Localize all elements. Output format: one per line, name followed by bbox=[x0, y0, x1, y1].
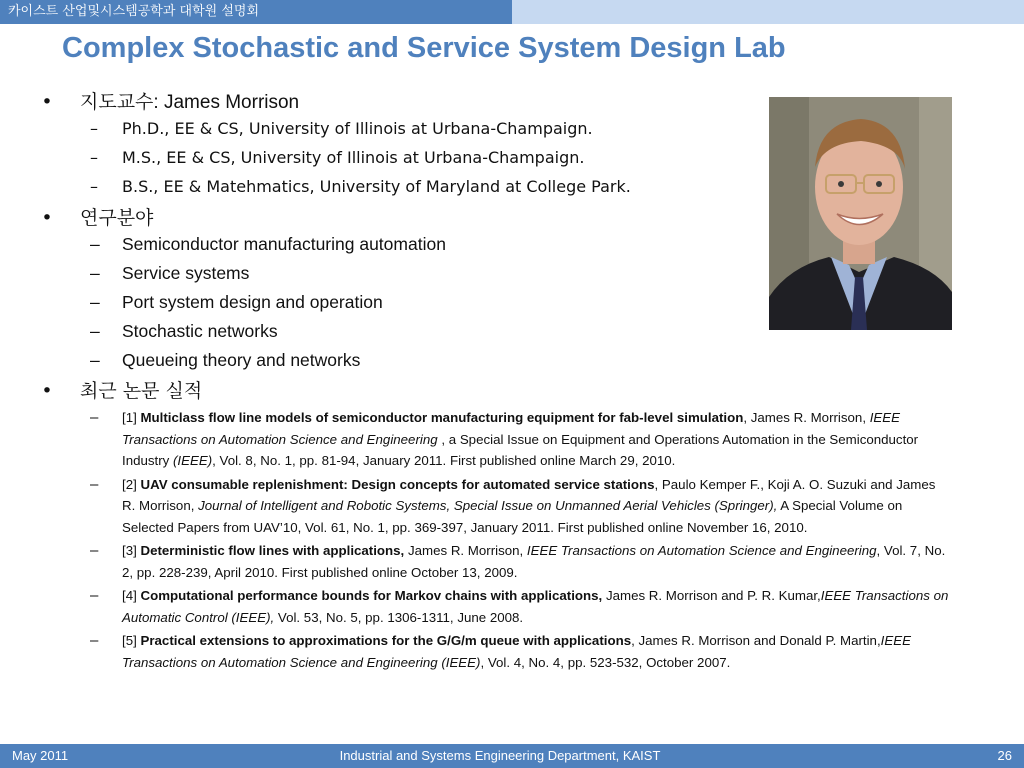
dash: – bbox=[90, 263, 100, 283]
dash: – bbox=[90, 587, 99, 604]
dash: – bbox=[90, 292, 100, 312]
degree-text: B.S., EE & Matehmatics, University of Maryland at College Park. bbox=[122, 177, 631, 196]
dash: – bbox=[90, 409, 99, 426]
pub-details: A Special Volume on Selected Papers from UAV’10, Vol. 61, No. 1, pp. 369-397, January 2011. First published online November 16, 2010. bbox=[122, 498, 903, 535]
header-bar bbox=[0, 0, 1024, 24]
pub-venue2: (IEEE) bbox=[173, 453, 213, 468]
footer-bar bbox=[0, 744, 1024, 768]
research-item bbox=[40, 234, 960, 254]
pub-num: [3] bbox=[122, 543, 141, 558]
advisor-name: : James Morrison bbox=[153, 92, 300, 113]
research-text: Queueing theory and networks bbox=[122, 350, 361, 370]
bullet-dot: • bbox=[41, 91, 53, 113]
publications-label: 최근 논문 실적 bbox=[80, 380, 203, 402]
research-text: Stochastic networks bbox=[122, 321, 278, 341]
header-accent bbox=[512, 0, 1024, 24]
pub-num: [5] bbox=[122, 633, 141, 648]
research-text: Service systems bbox=[122, 263, 250, 283]
pub-details2: , Vol. 8, No. 1, pp. 81-94, January 2011. First published online March 29, 2010. bbox=[212, 453, 676, 468]
pub-authors: James R. Morrison, bbox=[404, 543, 527, 558]
pub-title: Computational performance bounds for Markov chains with applications, bbox=[140, 588, 603, 603]
pub-venue: IEEE Transactions on Automation Science and Engineering bbox=[526, 543, 877, 558]
bullet-dot: • bbox=[41, 207, 53, 229]
pub-venue: IEEE Transactions on Automation Science and Engineering (IEEE) bbox=[122, 633, 911, 670]
dash: – bbox=[90, 177, 98, 196]
advisor-label: 지도교수 bbox=[80, 91, 154, 113]
dash: – bbox=[90, 350, 100, 370]
research-item bbox=[40, 292, 960, 312]
dash: – bbox=[90, 119, 98, 138]
pub-authors: , Paulo Kemper F., Koji A. O. Suzuki and James R. Morrison, bbox=[122, 476, 936, 513]
pub-venue: Journal of Intelligent and Robotic Systems, Special Issue on Unmanned Aerial Vehicles (Springer), bbox=[198, 498, 778, 513]
dash: – bbox=[90, 234, 100, 254]
bullet-dot: • bbox=[41, 380, 53, 402]
degree-item bbox=[40, 148, 960, 168]
pub-authors: James R. Morrison and P. R. Kumar, bbox=[602, 588, 821, 603]
research-item bbox=[40, 321, 960, 341]
pub-venue: IEEE Transactions on Automatic Control (IEEE), bbox=[122, 588, 949, 625]
pub-title: Deterministic flow lines with applications, bbox=[140, 543, 405, 558]
footer-date: May 2011 bbox=[12, 748, 69, 763]
bullet-publications bbox=[40, 379, 960, 403]
research-text: Semiconductor manufacturing automation bbox=[122, 234, 446, 254]
slide-title: Complex Stochastic and Service System Design Lab bbox=[62, 32, 786, 64]
pub-details: , Vol. 4, No. 4, pp. 523-532, October 2007. bbox=[480, 654, 731, 670]
degree-text: Ph.D., EE & CS, University of Illinois at Urbana-Champaign. bbox=[122, 119, 593, 138]
research-item bbox=[40, 350, 960, 370]
dash: – bbox=[90, 542, 99, 559]
degree-item bbox=[40, 177, 960, 197]
footer-department: Industrial and Systems Engineering Department, KAIST bbox=[339, 748, 661, 763]
publication-item bbox=[40, 407, 960, 472]
pub-title: Practical extensions to approximations for the G/G/m queue with applications bbox=[140, 633, 632, 648]
publication-item bbox=[40, 630, 960, 673]
bullet-research bbox=[40, 206, 960, 230]
publication-item bbox=[40, 540, 960, 583]
publication-item bbox=[40, 474, 960, 539]
slide-content bbox=[40, 90, 960, 675]
research-text: Port system design and operation bbox=[122, 292, 383, 312]
page-number: 26 bbox=[997, 748, 1012, 763]
pub-title: Multiclass flow line models of semiconductor manufacturing equipment for fab-level simulation bbox=[140, 410, 744, 425]
degree-text: M.S., EE & CS, University of Illinois at Urbana-Champaign. bbox=[122, 148, 585, 167]
dash: – bbox=[90, 321, 100, 341]
pub-num: [2] bbox=[122, 476, 141, 492]
pub-authors: , James R. Morrison and Donald P. Martin, bbox=[631, 633, 881, 648]
dash: – bbox=[90, 632, 99, 649]
pub-authors: , James R. Morrison, bbox=[743, 410, 870, 425]
pub-details: , Vol. 7, No. 2, pp. 228-239, April 2010. First published online October 13, 2009. bbox=[122, 543, 946, 580]
pub-details: Vol. 53, No. 5, pp. 1306-1311, June 2008. bbox=[274, 609, 524, 625]
pub-title: UAV consumable replenishment: Design concepts for automated service stations bbox=[140, 476, 655, 492]
dash: – bbox=[90, 475, 99, 493]
pub-details: , a Special Issue on Equipment and Operations Automation in the Semiconductor Industry bbox=[122, 431, 919, 468]
dash: – bbox=[90, 148, 98, 167]
publication-item bbox=[40, 585, 960, 628]
bullet-advisor bbox=[40, 90, 960, 115]
research-label: 연구분야 bbox=[80, 207, 154, 229]
pub-venue: IEEE Transactions on Automation Science and Engineering bbox=[122, 410, 901, 447]
pub-num: [1] bbox=[122, 410, 141, 425]
pub-num: [4] bbox=[122, 588, 141, 603]
degree-item bbox=[40, 119, 960, 139]
research-item bbox=[40, 263, 960, 283]
header-title: 카이스트 산업및시스템공학과 대학원 설명회 bbox=[0, 0, 512, 24]
